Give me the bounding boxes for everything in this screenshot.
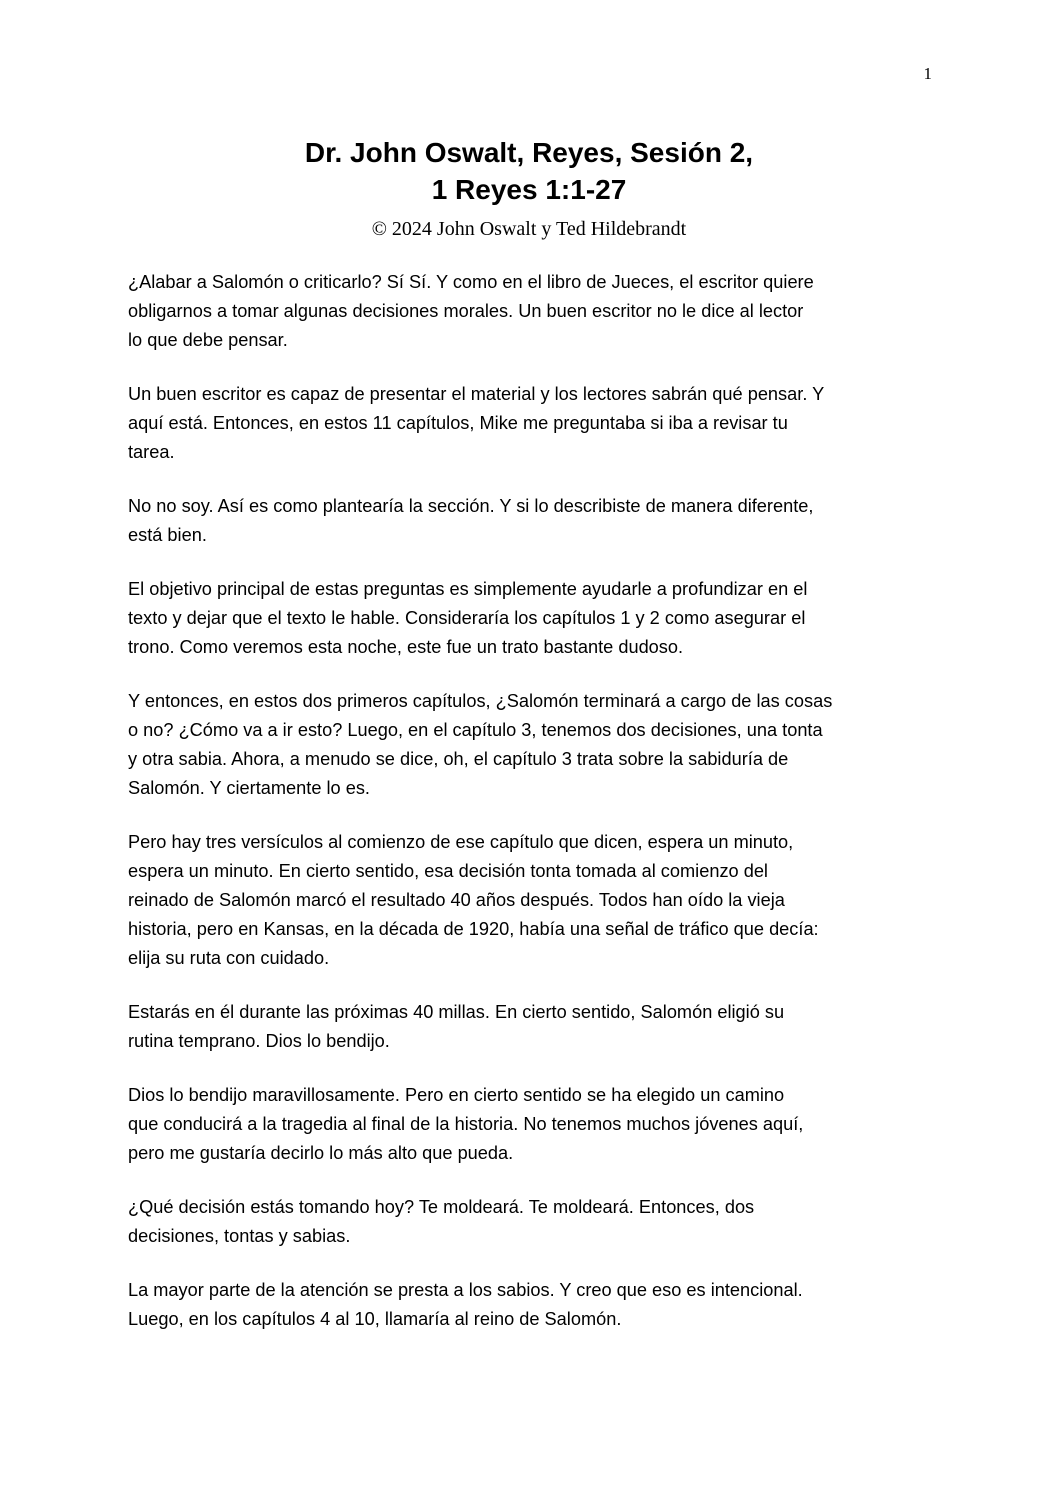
text-line: trono. Como veremos esta noche, este fue un trato bastante dudoso. [128,637,684,657]
text-line: Un buen escritor es capaz de presentar el material y los lectores sabrán qué pensar. Y [128,384,825,404]
text-line: obligarnos a tomar algunas decisiones morales. Un buen escritor no le dice al lector [128,301,804,321]
text-line: espera un minuto. En cierto sentido, esa decisión tonta tomada al comienzo del [128,861,768,881]
text-line: Luego, en los capítulos 4 al 10, llamaría al reino de Salomón. [128,1309,622,1329]
text-line: o no? ¿Cómo va a ir esto? Luego, en el capítulo 3, tenemos dos decisiones, una tonta [128,720,823,740]
paragraph [128,1276,928,1334]
paragraph [128,828,928,973]
text-line: que conducirá a la tragedia al final de la historia. No tenemos muchos jóvenes aquí, [128,1114,804,1134]
copyright-line: © 2024 John Oswalt y Ted Hildebrandt [371,218,687,240]
paragraph [128,687,928,803]
text-line: ¿Alabar a Salomón o criticarlo? Sí Sí. Y como en el libro de Jueces, el escritor quiere [128,272,814,292]
text-line: La mayor parte de la atención se presta a los sabios. Y creo que eso es intencional. [128,1280,803,1300]
text-line: elija su ruta con cuidado. [128,948,330,968]
text-line: El objetivo principal de estas preguntas es simplemente ayudarle a profundizar en el [128,579,808,599]
page-number: 1 [923,64,932,83]
paragraph [128,1193,928,1251]
text-line: tarea. [128,442,175,462]
text-line: No no soy. Así es como plantearía la sección. Y si lo describiste de manera diferente, [128,496,814,516]
text-line: ¿Qué decisión estás tomando hoy? Te moldeará. Te moldeará. Entonces, dos [128,1197,755,1217]
text-line: Dios lo bendijo maravillosamente. Pero en cierto sentido se ha elegido un camino [128,1085,785,1105]
text-line: pero me gustaría decirlo lo más alto que pueda. [128,1143,514,1163]
text-line: Salomón. Y ciertamente lo es. [128,778,370,798]
document-body [128,268,928,1359]
paragraph [128,575,928,662]
text-line: Estarás en él durante las próximas 40 millas. En cierto sentido, Salomón eligió su [128,1002,785,1022]
text-line: aquí está. Entonces, en estos 11 capítulos, Mike me preguntaba si iba a revisar tu [128,413,788,433]
text-line: reinado de Salomón marcó el resultado 40 años después. Todos han oído la vieja [128,890,785,910]
document-subtitle: 1 Reyes 1:1-27 [431,174,627,205]
text-line: lo que debe pensar. [128,330,288,350]
text-line: está bien. [128,525,207,545]
paragraph [128,998,928,1056]
text-line: y otra sabia. Ahora, a menudo se dice, oh, el capítulo 3 trata sobre la sabiduría de [128,749,789,769]
document-title: Dr. John Oswalt, Reyes, Sesión 2, [304,137,754,168]
paragraph [128,1081,928,1168]
paragraph [128,268,928,355]
text-line: Y entonces, en estos dos primeros capítulos, ¿Salomón terminará a cargo de las cosas [128,691,833,711]
paragraph [128,492,928,550]
paragraph [128,380,928,467]
text-line: texto y dejar que el texto le hable. Consideraría los capítulos 1 y 2 como asegurar el [128,608,806,628]
text-line: historia, pero en Kansas, en la década de 1920, había una señal de tráfico que decía: [128,919,819,939]
text-line: Pero hay tres versículos al comienzo de ese capítulo que dicen, espera un minuto, [128,832,794,852]
text-line: decisiones, tontas y sabias. [128,1226,351,1246]
text-line: rutina temprano. Dios lo bendijo. [128,1031,390,1051]
